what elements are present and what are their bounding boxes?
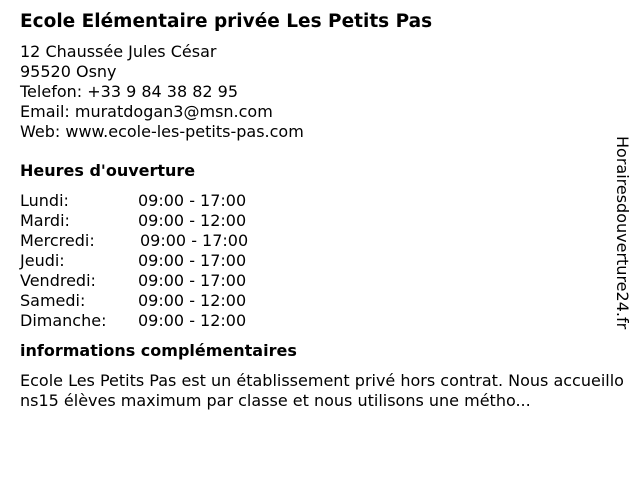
time-range: 09:00 - 12:00	[138, 291, 247, 310]
time-range: 09:00 - 17:00	[138, 191, 247, 210]
day-label: Dimanche:	[20, 311, 107, 330]
time-range: 09:00 - 12:00	[138, 211, 247, 230]
web-line: Web: www.ecole-les-petits-pas.com	[20, 122, 304, 141]
time-range: 09:00 - 12:00	[138, 311, 247, 330]
hours-table	[20, 191, 620, 331]
hours-row-lundi	[20, 191, 620, 211]
time-range: 09:00 - 17:00	[138, 271, 247, 290]
day-label: Mardi:	[20, 211, 70, 230]
hours-row-mercredi	[20, 231, 620, 251]
school-name: Ecole Elémentaire privée Les Petits Pas	[20, 11, 433, 32]
day-label: Vendredi:	[20, 271, 96, 290]
time-range: 09:00 - 17:00	[138, 251, 247, 270]
phone-line: Telefon: +33 9 84 38 82 95	[20, 82, 239, 101]
contact-block	[20, 42, 620, 142]
day-label: Samedi:	[20, 291, 86, 310]
hours-row-mardi	[20, 211, 620, 231]
street-address: 12 Chaussée Jules César	[20, 42, 217, 61]
hours-heading: Heures d'ouverture	[20, 161, 196, 180]
hours-row-jeudi	[20, 251, 620, 271]
hours-row-vendredi	[20, 271, 620, 291]
hours-row-samedi	[20, 291, 620, 311]
info-heading: informations complémentaires	[20, 341, 297, 360]
day-label: Jeudi:	[20, 251, 65, 270]
email-line: Email: muratdogan3@msn.com	[20, 102, 273, 121]
info-description: Ecole Les Petits Pas est un établissement privé hors contrat. Nous accueillons15 élèves maximum par classe et nous utilisons une métho...	[20, 371, 624, 410]
time-range: 09:00 - 17:00	[140, 231, 249, 250]
postal-city: 95520 Osny	[20, 62, 117, 81]
day-label: Mercredi:	[20, 231, 95, 250]
site-watermark: Horairesdouverture24.fr	[613, 136, 632, 330]
hours-row-dimanche	[20, 311, 620, 331]
day-label: Lundi:	[20, 191, 69, 210]
